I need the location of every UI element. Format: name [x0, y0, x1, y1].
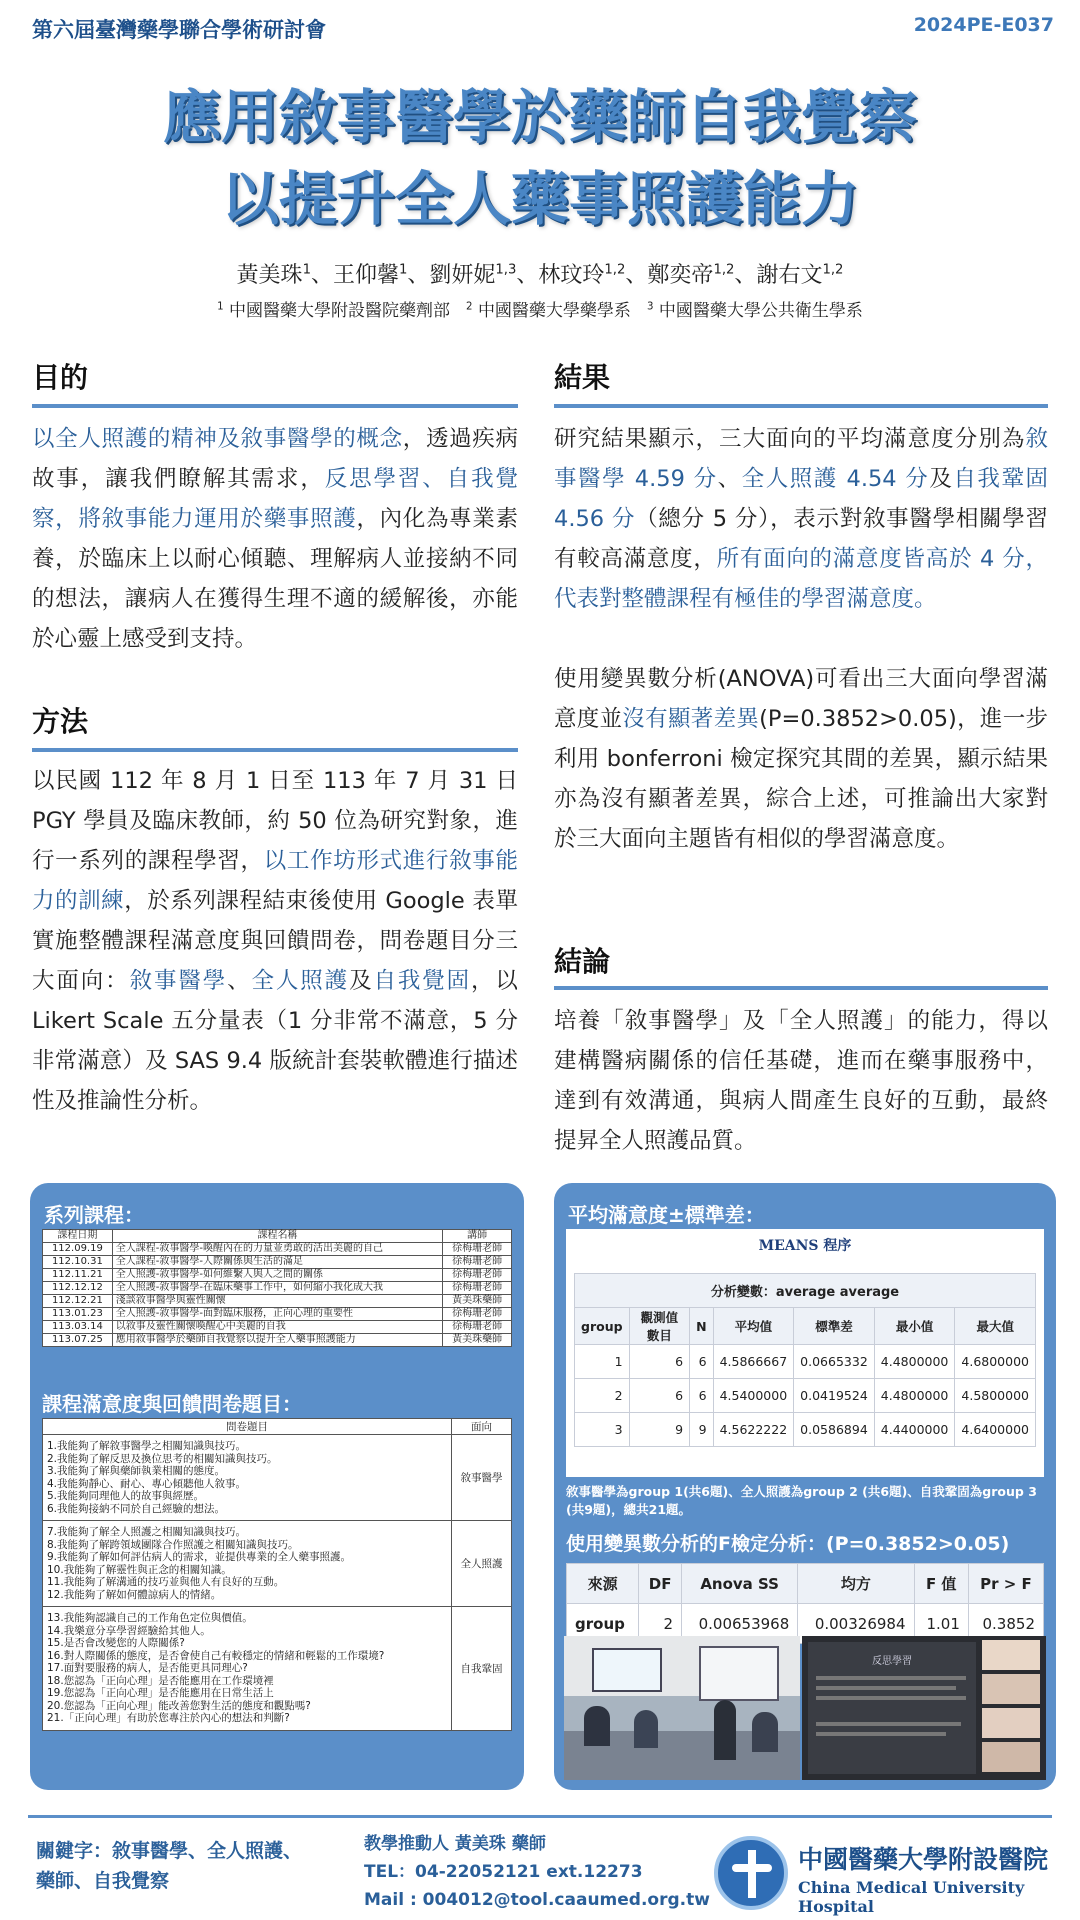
- keywords-label: 關鍵字：: [36, 1840, 113, 1862]
- table-cell: 徐梅珊老師: [443, 1243, 512, 1256]
- anova-heading: 使用變異數分析的F檢定分析：(P=0.3852>0.05): [566, 1533, 1010, 1555]
- table-cell: 全人照護-敘事醫學-面對臨床服務，正向心理的重要性: [112, 1308, 443, 1321]
- table-cell: 2: [575, 1379, 630, 1413]
- table-cell: 0.3852: [968, 1604, 1043, 1644]
- online-session-photo: [802, 1636, 1046, 1780]
- highlight-text: 自我覺固: [373, 968, 472, 994]
- poster-title-line2: 以提升全人藥事照護能力: [220, 165, 859, 233]
- body-text: 及: [349, 968, 374, 994]
- body-text: ，透過疾病故事，讓我們瞭解其需求，: [32, 426, 518, 492]
- table-cell: 113.07.25: [43, 1334, 113, 1347]
- table-cell: 4.6800000: [955, 1345, 1036, 1379]
- survey-item: 13.我能夠認識自己的工作角色定位與價值。: [47, 1612, 253, 1624]
- table-cell: 黃美珠藥師: [443, 1334, 512, 1347]
- statistics-panel: [554, 1183, 1056, 1790]
- survey-column-header: 問卷題目: [43, 1419, 452, 1435]
- anova-column-header: 來源: [567, 1564, 639, 1604]
- method-rule: [32, 748, 518, 752]
- affiliation-name: 中國醫藥大學藥學系: [477, 301, 631, 321]
- survey-table: [42, 1418, 512, 1731]
- author: [538, 263, 625, 288]
- author-name: 黃美珠: [236, 263, 303, 288]
- contact-info: [364, 1830, 710, 1914]
- means-column-header: group: [575, 1308, 630, 1345]
- author-name: 林玟玲: [538, 263, 605, 288]
- table-cell: 0.00326984: [798, 1604, 914, 1644]
- hospital-name-en: China Medical University Hospital: [798, 1878, 1025, 1916]
- table-cell: 0.0586894: [794, 1413, 875, 1447]
- survey-aspect: 敘事醫學: [452, 1435, 512, 1521]
- table-cell: 淺談敘事醫學與靈性關懷: [112, 1295, 443, 1308]
- result-paragraph-2: [554, 659, 1048, 859]
- table-row: [43, 1243, 512, 1256]
- affiliation-list: [0, 296, 1080, 321]
- author-name: 劉妍妮: [429, 263, 496, 288]
- table-cell: 9: [690, 1413, 713, 1447]
- table-row: [43, 1334, 512, 1347]
- table-row: [43, 1295, 512, 1308]
- table-row: [43, 1282, 512, 1295]
- keywords: [36, 1836, 302, 1896]
- purpose-heading: 目的: [32, 361, 89, 394]
- survey-item: 15.是否會改變您的人際關係?: [47, 1637, 185, 1649]
- body-text: （總分 5 分），表示對敘事醫學相關學習有較高滿意度，: [554, 506, 1048, 572]
- affiliation: [466, 301, 631, 321]
- table-row: [575, 1413, 1036, 1447]
- table-cell: 6: [629, 1345, 690, 1379]
- table-cell: 4.4800000: [874, 1379, 955, 1413]
- table-cell: 112.09.19: [43, 1243, 113, 1256]
- table-row: [43, 1607, 512, 1731]
- survey-item: 8.我能夠了解跨領域團隊合作照護之相關知識與技巧。: [47, 1538, 299, 1551]
- table-cell: 全人照護-敘事醫學-如何維繫人與人之間的關係: [112, 1269, 443, 1282]
- means-output: [566, 1229, 1044, 1477]
- group-note: 敘事醫學為group 1(共6題)、全人照護為group 2 (共6題)、自我鞏固為group 3 (共9題)，總共21題。: [566, 1484, 1037, 1517]
- footer-rule: [28, 1815, 1052, 1818]
- survey-item: 3.我能夠了解與藥師執業相關的態度。: [47, 1465, 226, 1477]
- contact-phone: TEL：04-22052121 ext.12273: [364, 1862, 643, 1882]
- conference-name: 第六屆臺灣藥學聯合學術研討會: [32, 17, 326, 42]
- method-heading: 方法: [32, 705, 89, 738]
- affiliation-number: 2: [466, 301, 473, 313]
- table-cell: 112.12.21: [43, 1295, 113, 1308]
- affiliation: [647, 301, 863, 321]
- hospital-logo-icon: [714, 1836, 788, 1910]
- highlight-text: 反思學習、自我覺察，將敘事能力運用於藥事照護: [32, 466, 518, 532]
- table-row: [43, 1308, 512, 1321]
- table-row: [43, 1521, 512, 1607]
- table-cell: 3: [575, 1413, 630, 1447]
- courses-table: [42, 1229, 512, 1347]
- body-text: 及: [929, 466, 954, 492]
- analysis-variable-label: 分析變數：average average: [575, 1274, 1036, 1308]
- hospital-name-zh: 中國醫藥大學附設醫院: [798, 1845, 1049, 1874]
- anova-table: [566, 1563, 1044, 1644]
- method-text: [32, 761, 518, 1121]
- body-text: ，以 Likert Scale 五分量表（1 分非常不滿意，5 分非常滿意）及 SAS 9.4 版統計套裝軟體進行描述性及推論性分析。: [32, 968, 518, 1114]
- table-cell: 4.4400000: [874, 1413, 955, 1447]
- author-name: 謝右文: [756, 263, 823, 288]
- body-text: 以民國 112 年 8 月 1 日至 113 年 7 月 31 日 PGY 學員及臨床教師，約 50 位為研究對象，進行一系列的課程學習，: [32, 768, 518, 874]
- table-cell: 113.03.14: [43, 1321, 113, 1334]
- table-cell: 全人照護-敘事醫學-在臨床藥事工作中，如何縮小我化成大我: [112, 1282, 443, 1295]
- poster-title-line1: 應用敘事醫學於藥師自我覺察: [162, 83, 917, 151]
- means-proc-title: MEANS 程序: [758, 1238, 852, 1254]
- table-cell: 112.11.21: [43, 1269, 113, 1282]
- table-cell: group: [567, 1604, 639, 1644]
- survey-heading: 課程滿意度與回饋問卷題目：: [42, 1392, 302, 1416]
- body-text: 研究結果顯示，三大面向的平均滿意度分別為: [554, 426, 1026, 452]
- survey-item: 17.面對要服務的病人，是否能更具同理心?: [47, 1662, 248, 1674]
- result-heading: 結果: [554, 361, 611, 394]
- survey-item: 9.我能夠了解如何評估病人的需求，並提供專業的全人藥事照護。: [47, 1551, 352, 1563]
- affiliation-name: 中國醫藥大學附設醫院藥劑部: [229, 301, 451, 321]
- courses-column-header: 課程名稱: [112, 1230, 443, 1243]
- means-column-header: 最大值: [955, 1308, 1036, 1345]
- means-column-header: 平均值: [713, 1308, 794, 1345]
- anova-column-header: F 值: [914, 1564, 968, 1604]
- survey-item: 18.您認為「正向心理」是否能應用在工作環境裡: [47, 1674, 274, 1687]
- survey-item: 14.我樂意分享學習經驗給其他人。: [47, 1624, 211, 1637]
- poster-code: 2024PE-E037: [913, 14, 1054, 36]
- author: [756, 263, 843, 288]
- purpose-text: [32, 419, 518, 659]
- table-cell: 113.01.23: [43, 1308, 113, 1321]
- highlight-text: 全人照護: [251, 968, 350, 994]
- affiliation-name: 中國醫藥大學公共衛生學系: [658, 301, 863, 321]
- author-list: 黃美珠$^1$、王仰馨$^1$、劉妍妮$^{1,3}$、林玟玲$^{1,2}$、鄭奕帝$^{1,2}$、謝右文$^{1,2}$: [236, 262, 844, 288]
- survey-item: 5.我能夠同理他人的故事與經歷。: [47, 1490, 205, 1502]
- workshop-photo: [564, 1636, 800, 1780]
- table-cell: 4.6400000: [955, 1413, 1036, 1447]
- highlight-text: 敘事醫學: [129, 968, 228, 994]
- table-cell: 1: [575, 1345, 630, 1379]
- affiliation-number: 1: [217, 301, 224, 313]
- author: [429, 263, 516, 288]
- anova-column-header: 均方: [798, 1564, 914, 1604]
- table-cell: 徐梅珊老師: [443, 1269, 512, 1282]
- anova-column-header: Anova SS: [682, 1564, 798, 1604]
- survey-items: [43, 1607, 452, 1731]
- table-cell: 應用敘事醫學於藥師自我覺察以提升全人藥事照護能力: [112, 1334, 443, 1347]
- highlight-text: 自我鞏固 4.56 分: [554, 466, 1048, 532]
- anova-column-header: DF: [639, 1564, 682, 1604]
- table-cell: 4.4800000: [874, 1345, 955, 1379]
- table-cell: 2: [639, 1604, 682, 1644]
- survey-item: 6.我能夠接納不同於自己經驗的想法。: [47, 1502, 226, 1515]
- table-cell: 徐梅珊老師: [443, 1321, 512, 1334]
- courses-column-header: 課程日期: [43, 1230, 113, 1243]
- table-cell: 0.00653968: [682, 1604, 798, 1644]
- table-row: [575, 1345, 1036, 1379]
- author-affiliation-mark: 1,3: [495, 262, 517, 278]
- survey-item: 12.我能夠了解如何體諒病人的情緒。: [47, 1588, 222, 1601]
- table-cell: 4.5622222: [713, 1413, 794, 1447]
- body-text: 使用變異數分析(ANOVA)可看出三大面向學習滿意度並: [554, 666, 1048, 732]
- means-column-header: 觀測值數目: [629, 1308, 690, 1345]
- slide-title: 反思學習: [872, 1656, 912, 1667]
- table-cell: 112.10.31: [43, 1256, 113, 1269]
- table-cell: 1.01: [914, 1604, 968, 1644]
- table-cell: 全人課程-敘事醫學-喚醒內在的力量並勇敢的活出美麗的自己: [112, 1243, 443, 1256]
- table-row: [43, 1321, 512, 1334]
- author-affiliation-mark: 1,2: [713, 262, 735, 278]
- means-heading: 平均滿意度±標準差：: [568, 1203, 765, 1227]
- body-text: 、: [717, 466, 742, 492]
- survey-item: 11.我能夠了解溝通的技巧並與他人有良好的互動。: [47, 1576, 285, 1588]
- author-affiliation-mark: 1,2: [604, 262, 626, 278]
- affiliation: [217, 301, 450, 321]
- courses-heading: 系列課程：: [44, 1203, 144, 1227]
- contact-email[interactable]: Mail : 004012@tool.caaumed.org.tw: [364, 1890, 710, 1910]
- affiliation-number: 3: [646, 301, 654, 313]
- highlight-text: 敘事醫學 4.59 分: [554, 426, 1048, 492]
- author: [237, 263, 311, 288]
- author-affiliation-mark: 1,2: [822, 262, 844, 278]
- highlight-text: 以工作坊形式進行敘事能力的訓練: [32, 848, 518, 914]
- highlight-text: 以全人照護的精神及敘事醫學的概念: [32, 426, 403, 452]
- survey-aspect: 自我鞏固: [452, 1607, 512, 1731]
- author: [647, 263, 734, 288]
- author-affiliation-mark: 1: [398, 262, 408, 278]
- table-cell: 4.5400000: [713, 1379, 794, 1413]
- highlight-text: 全人照護 4.54 分: [741, 466, 930, 492]
- table-cell: 黃美珠藥師: [443, 1295, 512, 1308]
- survey-item: 21.「正向心理」有助於您專注於內心的想法和判斷?: [47, 1712, 290, 1724]
- survey-item: 2.我能夠了解反思及換位思考的相關知識與技巧。: [47, 1452, 278, 1465]
- survey-column-header: 面向: [452, 1419, 512, 1435]
- survey-item: 4.我能夠靜心、耐心、專心傾聽他人敘事。: [47, 1477, 247, 1490]
- highlight-text: 沒有顯著差異: [622, 706, 760, 732]
- survey-items: [43, 1521, 452, 1607]
- table-cell: 0.0419524: [794, 1379, 875, 1413]
- table-cell: 6: [690, 1345, 713, 1379]
- author-name: 鄭奕帝: [647, 263, 714, 288]
- table-cell: 6: [629, 1379, 690, 1413]
- conclusion-heading: 結論: [554, 945, 611, 978]
- result-paragraph-1: [554, 419, 1048, 619]
- table-cell: 全人課程-敘事醫學-人際關係與生活的滿足: [112, 1256, 443, 1269]
- survey-item: 7.我能夠了解全人照護之相關知識與技巧。: [47, 1526, 247, 1538]
- purpose-rule: [32, 404, 518, 408]
- table-cell: 徐梅珊老師: [443, 1256, 512, 1269]
- table-cell: 徐梅珊老師: [443, 1282, 512, 1295]
- highlight-text: 所有面向的滿意度皆高於 4 分，代表對整體課程有極佳的學習滿意度。: [554, 546, 1048, 612]
- means-column-header: N: [690, 1308, 713, 1345]
- table-cell: 徐梅珊老師: [443, 1308, 512, 1321]
- keywords-line2: 藥師、自我覺察: [36, 1870, 170, 1892]
- table-row: [43, 1269, 512, 1282]
- table-cell: 0.0665332: [794, 1345, 875, 1379]
- survey-item: 16.對人際關係的態度，是否會使自己有較穩定的情緒和輕鬆的工作環境?: [47, 1649, 385, 1662]
- table-row: [43, 1256, 512, 1269]
- means-column-header: 標準差: [794, 1308, 875, 1345]
- survey-aspect: 全人照護: [452, 1521, 512, 1607]
- body-text: (P=0.3852>0.05)，進一步利用 bonferroni 檢定探究其間的差異，顯示結果亦為沒有顯著差異，綜合上述，可推論出大家對於三大面向主題皆有相似的學習滿意度。: [554, 706, 1048, 852]
- survey-item: 20.您認為「正向心理」能改善您對生活的態度和觀點嗎?: [47, 1699, 311, 1712]
- survey-item: 10.我能夠了解靈性與正念的相關知識。: [47, 1563, 232, 1576]
- keywords-line1: 敘事醫學、全人照護、: [112, 1840, 303, 1862]
- author-name: 王仰馨: [332, 263, 399, 288]
- table-cell: 9: [629, 1413, 690, 1447]
- table-cell: 6: [690, 1379, 713, 1413]
- author: [333, 263, 407, 288]
- courses-column-header: 講師: [443, 1230, 512, 1243]
- body-text: 、: [227, 968, 252, 994]
- survey-item: 19.您認為「正向心理」是否能應用在日常生活上: [47, 1687, 274, 1699]
- table-row: [575, 1379, 1036, 1413]
- table-cell: 112.12.12: [43, 1282, 113, 1295]
- result-rule: [554, 404, 1048, 408]
- body-text: ，於系列課程結束後使用 Google 表單實施整體課程滿意度與回饋問卷，問卷題目分三大面向：: [32, 888, 518, 994]
- conclusion-rule: [554, 986, 1048, 990]
- body-text: ，內化為專業素養，於臨床上以耐心傾聽、理解病人並接納不同的想法，讓病人在獲得生理不適的緩解後，亦能於心靈上感受到支持。: [32, 506, 518, 652]
- table-cell: 4.5800000: [955, 1379, 1036, 1413]
- conclusion-text: 培養「敘事醫學」及「全人照護」的能力，得以建構醫病關係的信任基礎，進而在藥事服務中，達到有效溝通，與病人間產生良好的互動，最終提昇全人照護品質。: [554, 1008, 1048, 1154]
- table-row: [43, 1435, 512, 1521]
- contact-name: 教學推動人 黃美珠 藥師: [364, 1834, 546, 1854]
- author-affiliation-mark: 1: [302, 262, 311, 278]
- means-table: [574, 1273, 1036, 1447]
- courses-panel: [30, 1183, 524, 1790]
- table-cell: 4.5866667: [713, 1345, 794, 1379]
- survey-items: [43, 1435, 452, 1521]
- table-cell: 以敘事及靈性關懷喚醒心中美麗的自我: [112, 1321, 443, 1334]
- survey-item: 1.我能夠了解敘事醫學之相關知識與技巧。: [47, 1440, 247, 1452]
- anova-column-header: Pr > F: [968, 1564, 1043, 1604]
- means-column-header: 最小值: [874, 1308, 955, 1345]
